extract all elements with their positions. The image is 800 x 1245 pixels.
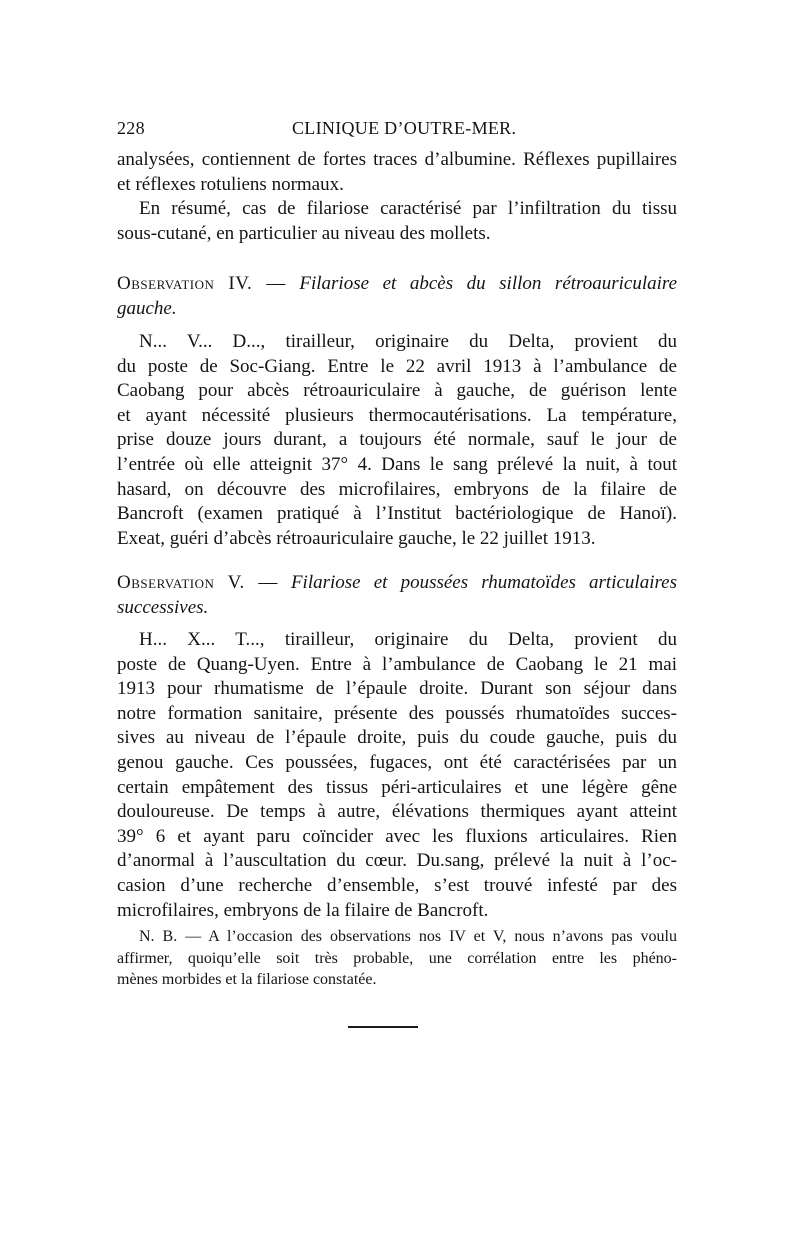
text-line: En résumé, cas de filariose caractérisé par l’infiltration du tissu — [139, 198, 677, 220]
text-line: N... V... D..., tirailleur, originaire du Delta, provient du — [139, 331, 677, 352]
observation-iv-heading — [117, 272, 677, 321]
observation-v-body — [117, 628, 677, 923]
text-line: Exeat, guéri d’abcès rétroauriculaire gauche, le 22 juillet 1913. — [117, 527, 596, 549]
text-line: casion d’une recherche d’ensemble, s’est trouvé infesté par des — [117, 874, 677, 896]
text-line: certain empâtement des tissus péri-articulaires et une légère gêne — [117, 776, 677, 798]
page-number: 228 — [117, 118, 145, 138]
running-title: CLINIQUE D’OUTRE-MER. — [292, 118, 517, 138]
text-line: 1913 pour rhumatisme de l’épaule droite. Durant son séjour dans — [117, 678, 677, 700]
note-line: mènes morbides et la filariose constatée. — [117, 971, 377, 988]
observation-label: Observation V. — — [117, 572, 278, 593]
observation-v-heading — [117, 571, 677, 620]
text-line: Bancroft (examen pratiqué à l’Institut bactériologique de Hanoï). — [117, 503, 677, 525]
text-line: sous-cutané, en particulier au niveau des mollets. — [117, 222, 491, 244]
intro-paragraph — [117, 148, 677, 246]
observation-title: successives. — [117, 596, 209, 618]
text-line: notre formation sanitaire, présente des poussés rhumatoïdes succes- — [117, 702, 677, 724]
text-line: l’entrée où elle atteignit 37° 4. Dans le sang prélevé la nuit, à tout — [117, 453, 677, 475]
note-line: N. B. — A l’occasion des observations nos IV et V, nous n’avons pas voulu — [139, 928, 677, 945]
text-line: prise douze jours durant, a toujours été normale, sauf le jour de — [117, 429, 677, 451]
text-line: du poste de Soc-Giang. Entre le 22 avril 1913 à l’ambulance de — [117, 355, 677, 377]
text-line: hasard, on découvre des microfilaires, embryons de la filaire de — [117, 478, 677, 500]
observation-iv-body — [117, 330, 677, 551]
text-line: et ayant nécessité plusieurs thermocautérisations. La température, — [117, 404, 677, 426]
closing-rule — [348, 1026, 418, 1028]
observation-label: Observation IV. — — [117, 273, 286, 294]
text-line: d’anormal à l’auscultation du cœur. Du.sang, prélevé la nuit à l’oc- — [117, 850, 677, 872]
text-line: H... X... T..., tirailleur, originaire du Delta, provient du — [139, 629, 677, 650]
nota-bene — [117, 926, 677, 991]
text-line: analysées, contiennent de fortes traces d’albumine. Réflexes pupillaires — [117, 149, 677, 170]
observation-title: gauche. — [117, 297, 177, 319]
text-line: et réflexes rotuliens normaux. — [117, 173, 344, 195]
text-line: genou gauche. Ces poussées, fugaces, ont été caractérisées par un — [117, 751, 677, 773]
text-line: Caobang pour abcès rétroauriculaire à gauche, de guérison lente — [117, 380, 677, 402]
text-line: 39° 6 et ayant paru coïncider avec les fluxions articulaires. Rien — [117, 825, 677, 847]
text-line: poste de Quang-Uyen. Entre à l’ambulance de Caobang le 21 mai — [117, 653, 677, 675]
observation-title: Filariose et poussées rhumatoïdes articulaires — [290, 572, 677, 593]
text-line: sives au niveau de l’épaule droite, puis du coude gauche, puis du — [117, 727, 677, 749]
note-line: affirmer, quoiqu’elle soit très probable, une corrélation entre les phéno- — [117, 949, 677, 967]
observation-title: Filariose et abcès du sillon rétroauriculaire — [299, 273, 678, 294]
text-line: microfilaires, embryons de la filaire de Bancroft. — [117, 899, 489, 921]
text-line: douloureuse. De temps à autre, élévations thermiques ayant atteint — [117, 801, 677, 823]
